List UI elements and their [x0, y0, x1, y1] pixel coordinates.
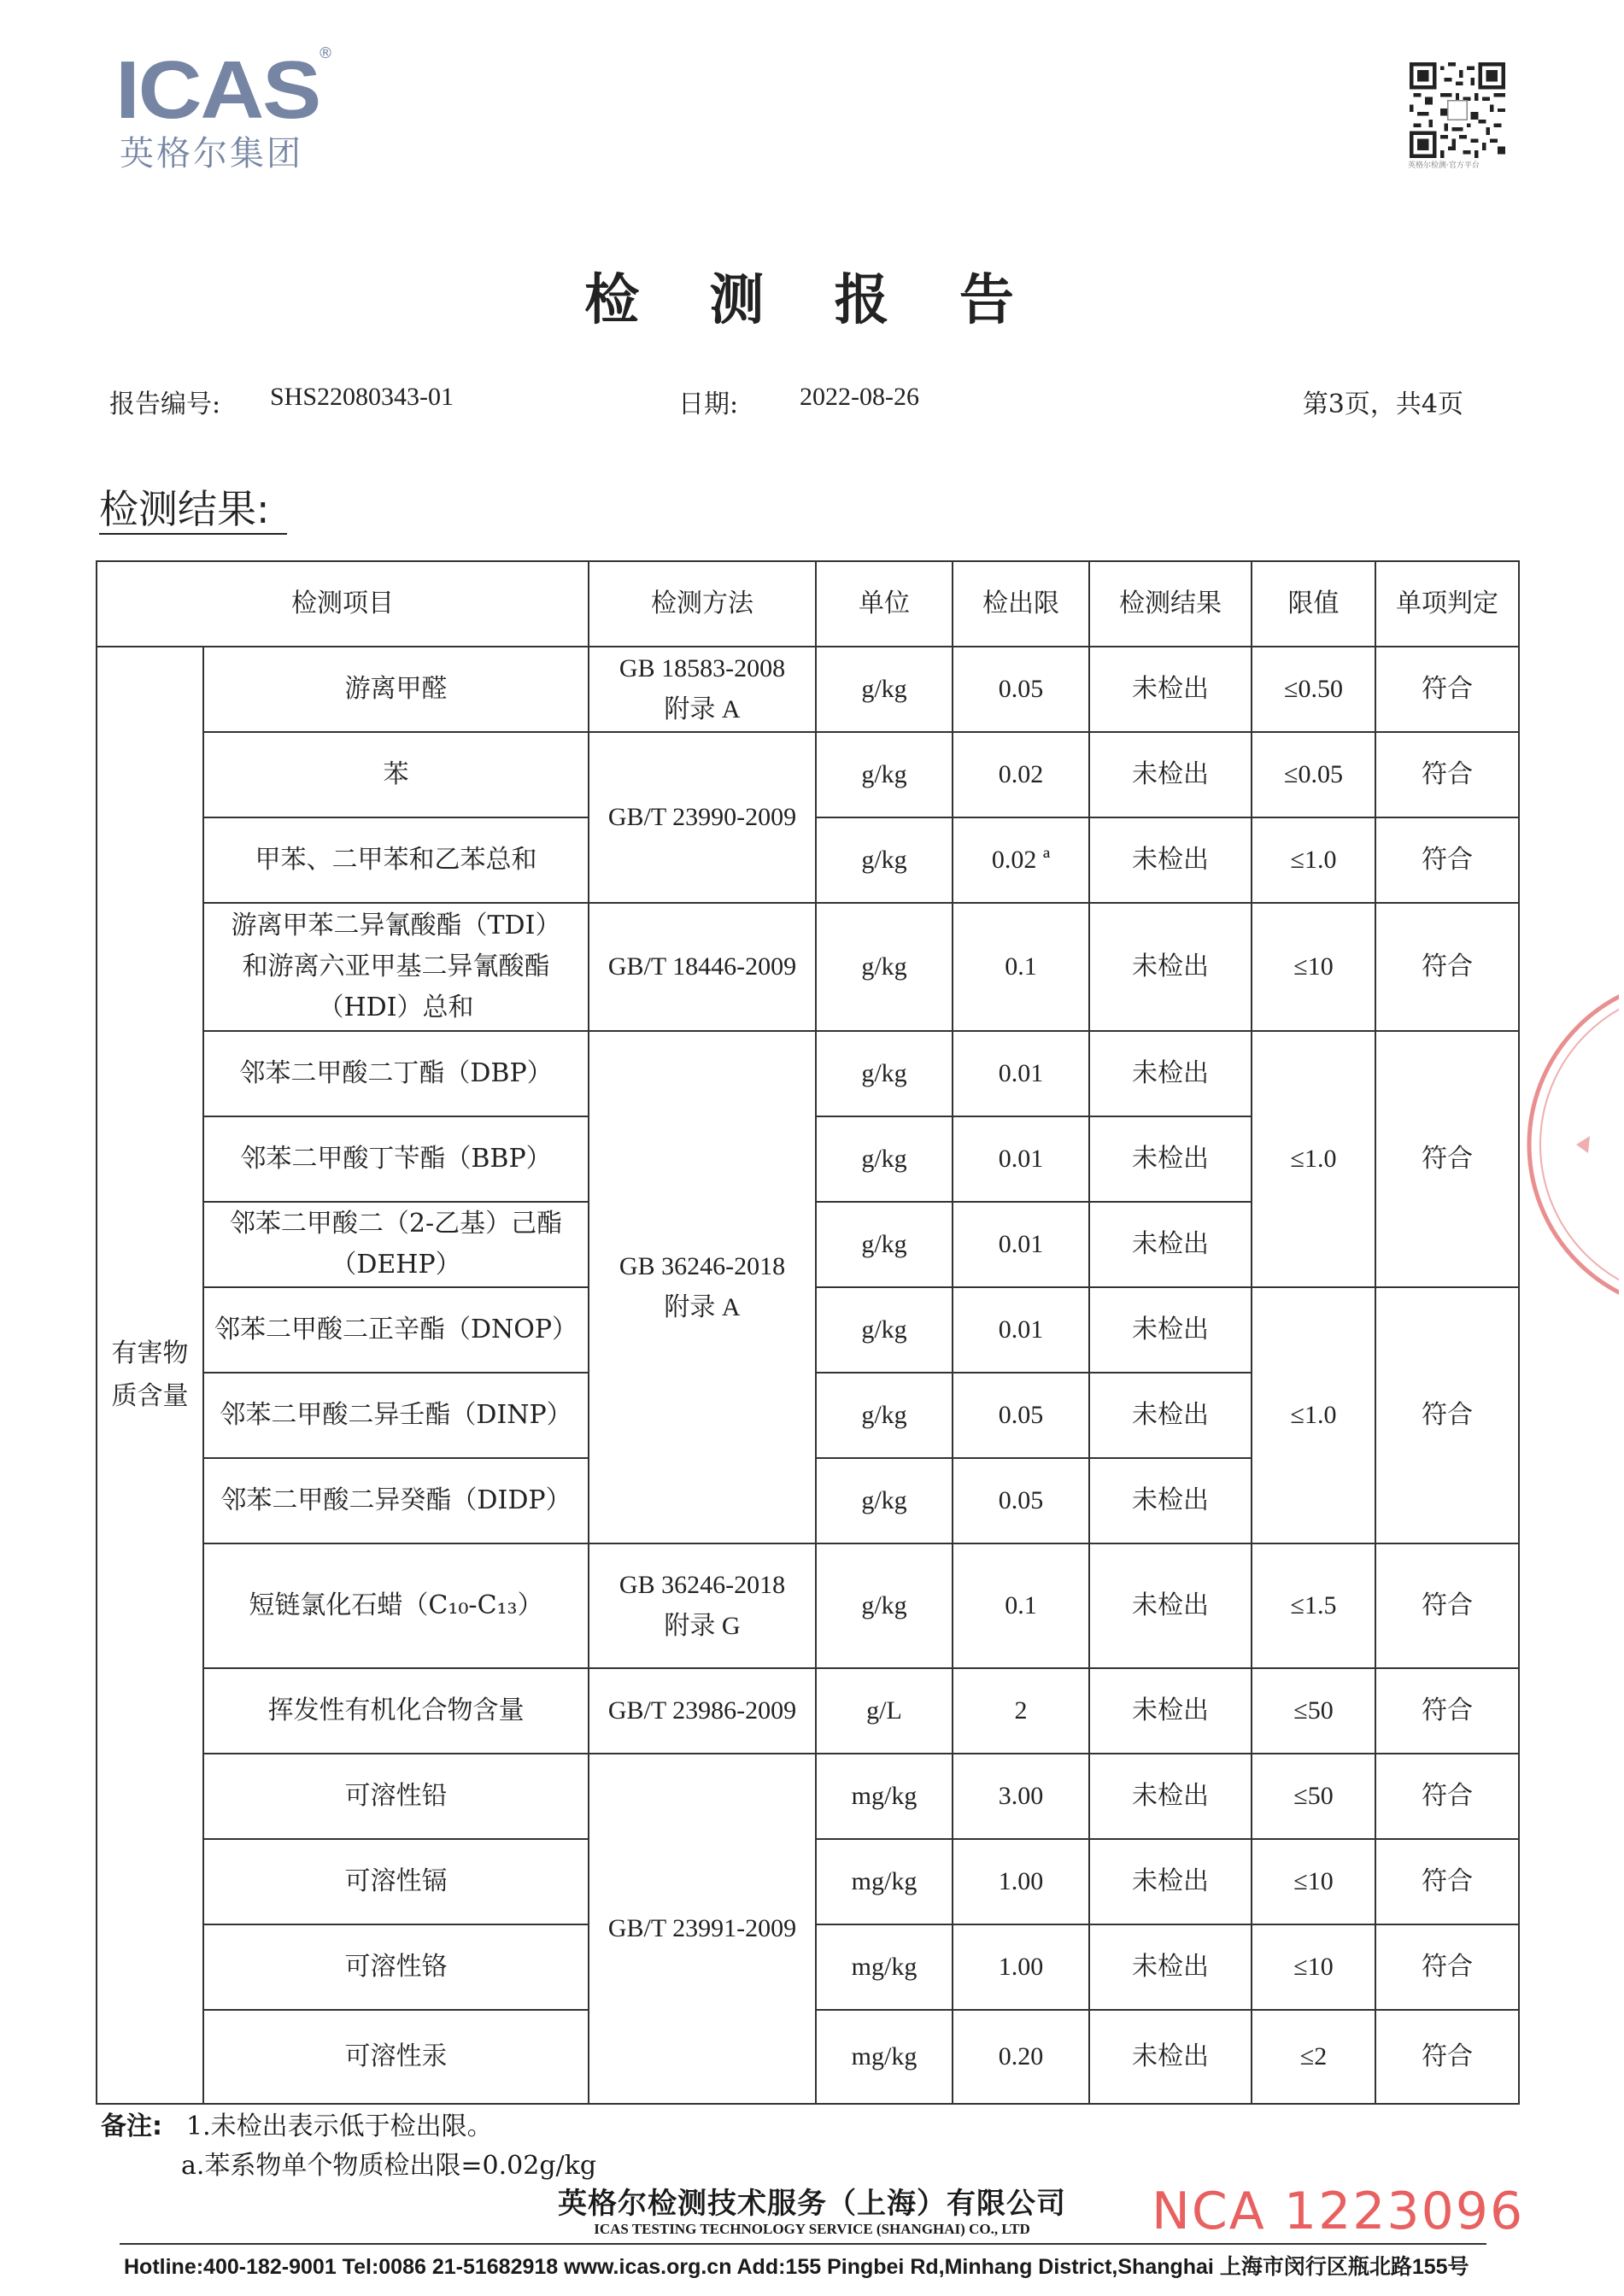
- result-cell: 未检出: [1089, 903, 1252, 1031]
- qr-code-icon: [1410, 62, 1505, 158]
- limit-cell: ≤10: [1252, 1924, 1375, 2010]
- judgement-cell: 符合: [1375, 732, 1519, 817]
- detection-limit-cell: 0.20: [953, 2010, 1089, 2104]
- result-cell: 未检出: [1089, 1668, 1252, 1754]
- detection-limit-cell: 3.00: [953, 1754, 1089, 1839]
- limit-cell: ≤1.0: [1252, 1031, 1375, 1287]
- company-seal-stamp: [1516, 974, 1619, 1315]
- result-cell: 未检出: [1089, 1458, 1252, 1543]
- detection-limit-cell: 0.05: [953, 647, 1089, 732]
- table-row: [97, 1543, 1519, 1668]
- result-cell: 未检出: [1089, 817, 1252, 903]
- note-1: 1.未检出表示低于检出限。: [186, 2112, 493, 2141]
- item-cell: 苯: [203, 732, 589, 817]
- unit-cell: mg/kg: [816, 1924, 953, 2010]
- footer-divider: [120, 2243, 1486, 2245]
- unit-cell: g/kg: [816, 647, 953, 732]
- method-cell: GB 36246-2018 附录 G: [589, 1543, 816, 1668]
- judgement-cell: 符合: [1375, 647, 1519, 732]
- unit-cell: g/kg: [816, 1373, 953, 1458]
- unit-cell: g/kg: [816, 1287, 953, 1373]
- item-cell: 邻苯二甲酸二正辛酯（DNOP）: [203, 1287, 589, 1373]
- company-name-cn: 英格尔检测技术服务（上海）有限公司: [558, 2187, 1066, 2221]
- item-cell: 邻苯二甲酸二丁酯（DBP）: [203, 1031, 589, 1116]
- report-number: SHS22080343-01: [270, 383, 454, 411]
- result-cell: 未检出: [1089, 2010, 1252, 2104]
- registered-mark: ®: [318, 44, 333, 62]
- table-row: [97, 1668, 1519, 1754]
- limit-cell: ≤0.05: [1252, 732, 1375, 817]
- table-row: [97, 1754, 1519, 1839]
- notes-label: 备注:: [101, 2112, 162, 2141]
- unit-cell: mg/kg: [816, 1839, 953, 1924]
- judgement-cell: 符合: [1375, 1287, 1519, 1543]
- item-cell: 短链氯化石蜡（C₁₀-C₁₃）: [203, 1543, 589, 1668]
- item-cell: 可溶性汞: [203, 2010, 589, 2104]
- category-cell: 有害物质含量: [97, 647, 203, 2104]
- result-cell: 未检出: [1089, 647, 1252, 732]
- detection-limit-cell: 0.01: [953, 1287, 1089, 1373]
- col-header-method: 检测方法: [589, 561, 816, 647]
- report-title: 检 测 报 告: [584, 269, 1040, 332]
- detection-limit-cell: 0.01: [953, 1031, 1089, 1116]
- detection-limit-cell: 0.01: [953, 1202, 1089, 1287]
- result-cell: 未检出: [1089, 1287, 1252, 1373]
- col-header-detection-limit: 检出限: [953, 561, 1089, 647]
- item-cell: 邻苯二甲酸二（2-乙基）己酯 （DEHP）: [203, 1202, 589, 1287]
- col-header-result: 检测结果: [1089, 561, 1252, 647]
- item-cell: 游离甲苯二异氰酸酯（TDI） 和游离六亚甲基二异氰酸酯 （HDI）总和: [203, 903, 589, 1031]
- unit-cell: g/kg: [816, 1202, 953, 1287]
- method-cell: GB/T 18446-2009: [589, 903, 816, 1031]
- judgement-cell: 符合: [1375, 1839, 1519, 1924]
- table-row: [97, 903, 1519, 1031]
- result-cell: 未检出: [1089, 732, 1252, 817]
- result-cell: 未检出: [1089, 1754, 1252, 1839]
- qr-caption: 英格尔检测·官方平台: [1408, 161, 1480, 170]
- company-name-en: ICAS TESTING TECHNOLOGY SERVICE (SHANGHAI) CO., LTD: [594, 2221, 1030, 2237]
- page-info: 第3页，共4页: [1302, 390, 1463, 419]
- unit-cell: g/kg: [816, 1543, 953, 1668]
- unit-cell: g/kg: [816, 817, 953, 903]
- item-cell: 甲苯、二甲苯和乙苯总和: [203, 817, 589, 903]
- detection-limit-cell: 0.1: [953, 1543, 1089, 1668]
- judgement-cell: 符合: [1375, 903, 1519, 1031]
- item-cell: 邻苯二甲酸二异癸酯（DIDP）: [203, 1458, 589, 1543]
- serial-number: NCA 1223096: [1152, 2182, 1525, 2241]
- detection-limit-cell: 1.00: [953, 1839, 1089, 1924]
- results-table: [96, 560, 1518, 2105]
- detection-limit-cell: 0.01: [953, 1116, 1089, 1202]
- judgement-cell: 符合: [1375, 2010, 1519, 2104]
- item-cell: 可溶性铬: [203, 1924, 589, 2010]
- limit-cell: ≤50: [1252, 1754, 1375, 1839]
- report-number-label: 报告编号:: [109, 390, 221, 419]
- detection-limit-cell: 2: [953, 1668, 1089, 1754]
- result-cell: 未检出: [1089, 1924, 1252, 2010]
- detection-limit-cell: 0.02 ª: [953, 817, 1089, 903]
- table-header-row: [97, 561, 1519, 647]
- table-row: [97, 732, 1519, 817]
- col-header-judgement: 单项判定: [1375, 561, 1519, 647]
- company-logo-cn: 英格尔集团: [120, 134, 303, 173]
- limit-cell: ≤2: [1252, 2010, 1375, 2104]
- detection-limit-cell: 1.00: [953, 1924, 1089, 2010]
- judgement-cell: 符合: [1375, 1754, 1519, 1839]
- unit-cell: g/L: [816, 1668, 953, 1754]
- detection-limit-cell: 0.02: [953, 732, 1089, 817]
- method-cell: GB/T 23990-2009: [589, 732, 816, 903]
- result-cell: 未检出: [1089, 1839, 1252, 1924]
- method-cell: GB 18583-2008 附录 A: [589, 647, 816, 732]
- limit-cell: ≤1.5: [1252, 1543, 1375, 1668]
- limit-cell: ≤0.50: [1252, 647, 1375, 732]
- report-date: 2022-08-26: [800, 383, 919, 411]
- limit-cell: ≤1.0: [1252, 817, 1375, 903]
- limit-cell: ≤10: [1252, 903, 1375, 1031]
- unit-cell: g/kg: [816, 732, 953, 817]
- item-cell: 游离甲醛: [203, 647, 589, 732]
- table-row: [97, 647, 1519, 732]
- method-cell: GB 36246-2018 附录 A: [589, 1031, 816, 1543]
- result-cell: 未检出: [1089, 1202, 1252, 1287]
- item-cell: 挥发性有机化合物含量: [203, 1668, 589, 1754]
- col-header-item: 检测项目: [97, 561, 589, 647]
- section-title: 检测结果:: [99, 485, 287, 535]
- unit-cell: g/kg: [816, 1116, 953, 1202]
- unit-cell: mg/kg: [816, 1754, 953, 1839]
- col-header-limit: 限值: [1252, 561, 1375, 647]
- unit-cell: g/kg: [816, 1031, 953, 1116]
- item-cell: 可溶性铅: [203, 1754, 589, 1839]
- detection-limit-cell: 0.05: [953, 1373, 1089, 1458]
- unit-cell: g/kg: [816, 1458, 953, 1543]
- detection-limit-cell: 0.05: [953, 1458, 1089, 1543]
- result-cell: 未检出: [1089, 1373, 1252, 1458]
- item-cell: 邻苯二甲酸二异壬酯（DINP）: [203, 1373, 589, 1458]
- unit-cell: mg/kg: [816, 2010, 953, 2104]
- footer-contact: Hotline:400-182-9001 Tel:0086 21-51682918 www.icas.org.cn Add:155 Pingbei Rd,Minhang District,Shanghai 上海市闵行区瓶北路155号: [124, 2255, 1469, 2279]
- judgement-cell: 符合: [1375, 1031, 1519, 1287]
- note-a: a.苯系物单个物质检出限=0.02g/kg: [181, 2151, 597, 2181]
- limit-cell: ≤50: [1252, 1668, 1375, 1754]
- table-row: [97, 1031, 1519, 1116]
- col-header-unit: 单位: [816, 561, 953, 647]
- method-cell: GB/T 23986-2009: [589, 1668, 816, 1754]
- item-cell: 可溶性镉: [203, 1839, 589, 1924]
- limit-cell: ≤1.0: [1252, 1287, 1375, 1543]
- judgement-cell: 符合: [1375, 1543, 1519, 1668]
- judgement-cell: 符合: [1375, 817, 1519, 903]
- detection-limit-cell: 0.1: [953, 903, 1089, 1031]
- item-cell: 邻苯二甲酸丁苄酯（BBP）: [203, 1116, 589, 1202]
- result-cell: 未检出: [1089, 1031, 1252, 1116]
- date-label: 日期:: [678, 390, 739, 419]
- limit-cell: ≤10: [1252, 1839, 1375, 1924]
- method-cell: GB/T 23991-2009: [589, 1754, 816, 2104]
- judgement-cell: 符合: [1375, 1668, 1519, 1754]
- result-cell: 未检出: [1089, 1116, 1252, 1202]
- company-logo: ICAS: [115, 44, 320, 136]
- unit-cell: g/kg: [816, 903, 953, 1031]
- result-cell: 未检出: [1089, 1543, 1252, 1668]
- judgement-cell: 符合: [1375, 1924, 1519, 2010]
